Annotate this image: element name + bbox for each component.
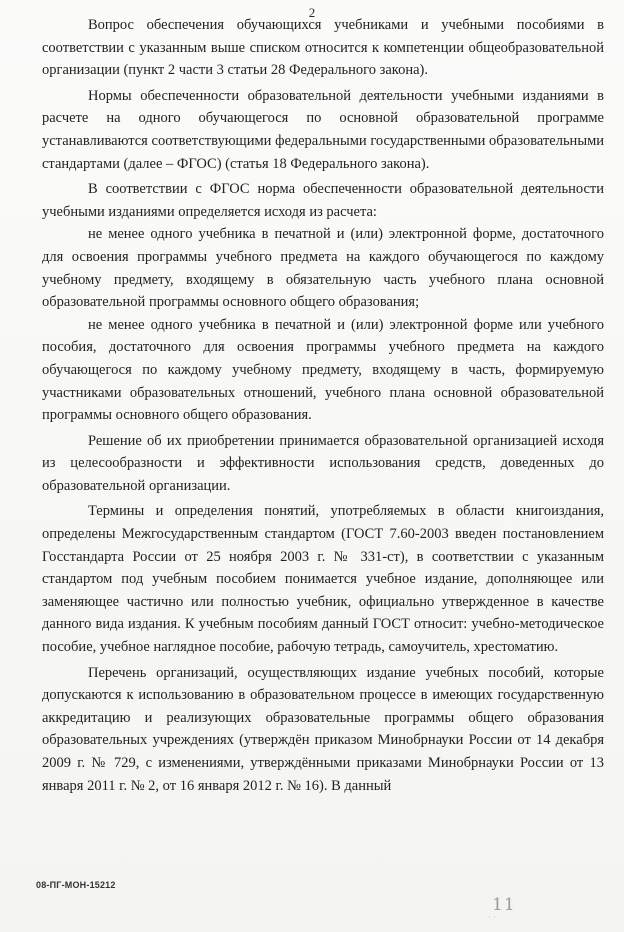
document-code: 08-ПГ-МОН-15212 bbox=[36, 880, 116, 890]
document-body bbox=[42, 14, 604, 800]
paragraph-1: Вопрос обеспечения обучающихся учебниками и учебными пособиями в соответствии с указанным выше списком относится к компетенции общеобразовательной организации (пункт 2 части 3 статьи 28 Федерального закона). bbox=[42, 17, 604, 79]
paragraph-6: Решение об их приобретении принимается образовательной организацией исходя из целесообразности и эффективности использования средств, доведенных до образовательной организации. bbox=[42, 432, 604, 494]
scan-artifact-dots: · · bbox=[488, 913, 496, 922]
paragraph-8: Перечень организаций, осуществляющих издание учебных пособий, которые допускаются к использованию в образовательном процессе в имеющих государственную аккредитацию и реализующих образовательные программы общего образования образовательных учреждениях (утверждён приказом Минобрнауки России от 14 декабря 2009 г. № 729, с изменениями, утверждёнными приказами Минобрнауки России от 13 января 2011 г. № 2, от 16 января 2012 г. № 16). В данный bbox=[42, 664, 604, 794]
paragraph-5: не менее одного учебника в печатной и (или) электронной форме или учебного пособия, достаточного для освоения программы учебного предмета на каждого обучающегося по каждому учебному предмету, входящему в часть, формируемую участниками образовательных отношений, учебного плана основной образовательной программы основного общего образования. bbox=[42, 316, 604, 424]
paragraph-2: Нормы обеспеченности образовательной деятельности учебными изданиями в расчете на одного обучающегося по основной образовательной программе устанавливаются соответствующими федеральными государственными образовательными стандартами (далее – ФГОС) (статья 18 Федерального закона). bbox=[42, 87, 604, 172]
paragraph-3: В соответствии с ФГОС норма обеспеченности образовательной деятельности учебными изданиями определяется исходя из расчета: bbox=[42, 181, 604, 220]
page-number: 2 bbox=[308, 5, 316, 20]
paragraph-4: не менее одного учебника в печатной и (или) электронной форме, достаточного для освоения программы учебного предмета на каждого обучающегося по каждому учебному предмету, входящему в обязательную часть учебного плана основной образовательной программы основного общего образования; bbox=[42, 226, 604, 311]
paragraph-7: Термины и определения понятий, употребляемых в области книгоиздания, определены Межгосударственным стандартом (ГОСТ 7.60-2003 введен постановлением Госстандарта России от 25 ноября 2003 г. № 331-ст), в соответствии с указанным стандартом под учебным пособием понимается учебное издание, дополняющее или заменяющее частично или полностью учебник, официально утвержденное в качестве данного вида издания. К учебным пособиям данный ГОСТ относит: учебно-методическое пособие, учебное наглядное пособие, рабочую тетрадь, самоучитель, хрестоматию. bbox=[42, 503, 604, 656]
handwritten-page-number: 11 bbox=[492, 895, 516, 915]
